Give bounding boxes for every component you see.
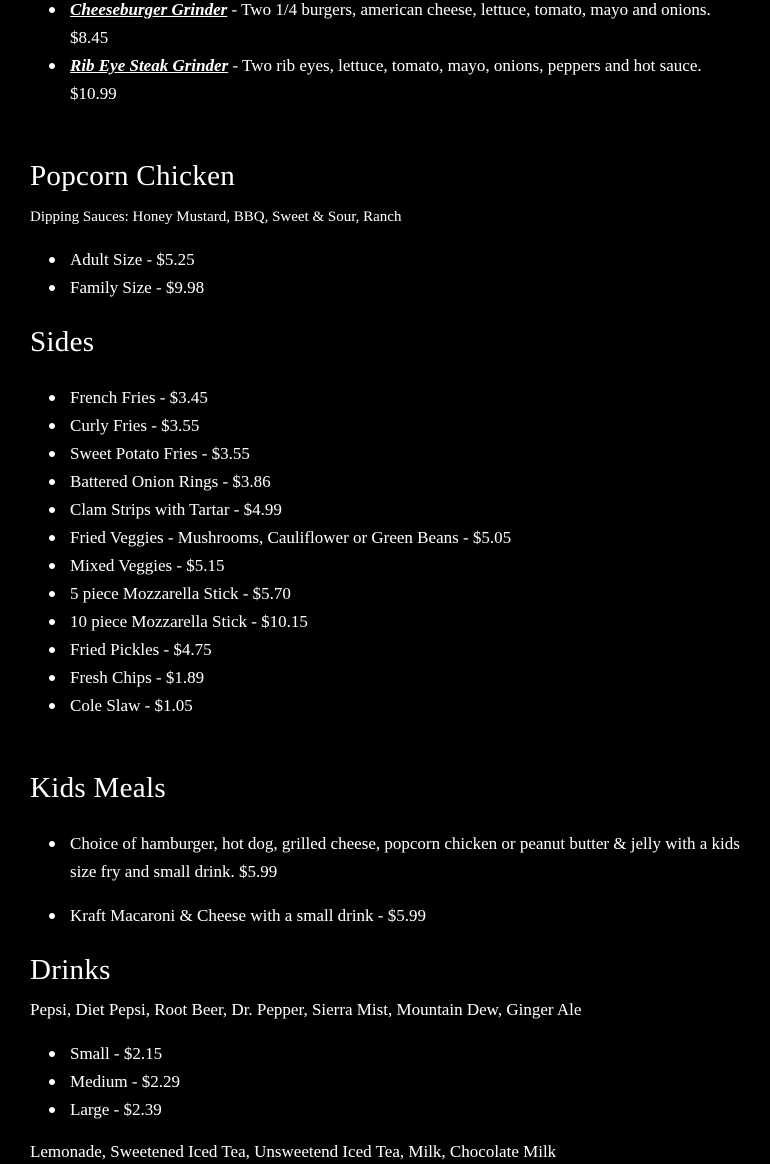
- list-item: Battered Onion Rings - $3.86: [70, 468, 740, 496]
- section-heading-sides: Sides: [30, 326, 95, 358]
- list-item: [70, 0, 740, 52]
- kids-meals-list: [0, 830, 740, 886]
- list-item: Medium - $2.29: [70, 1068, 740, 1096]
- list-item: Family Size - $9.98: [70, 274, 740, 302]
- list-item: 10 piece Mozzarella Stick - $10.15: [70, 608, 740, 636]
- list-item: Large - $2.39: [70, 1096, 740, 1124]
- item-description: - Two rib eyes, lettuce, tomato, mayo, onions, peppers and hot sauce. $10.99: [70, 56, 702, 103]
- sodas-note: Pepsi, Diet Pepsi, Root Beer, Dr. Pepper, Sierra Mist, Mountain Dew, Ginger Ale: [30, 1000, 582, 1019]
- popcorn-chicken-list: [0, 246, 740, 302]
- section-heading-popcorn-chicken: Popcorn Chicken: [30, 160, 236, 192]
- list-item: Fresh Chips - $1.89: [70, 664, 740, 692]
- section-heading-kids-meals: Kids Meals: [30, 772, 166, 804]
- list-item: Cole Slaw - $1.05: [70, 692, 740, 720]
- list-item: 5 piece Mozzarella Stick - $5.70: [70, 580, 740, 608]
- list-item: Small - $2.15: [70, 1040, 740, 1068]
- item-name-link[interactable]: Cheeseburger Grinder: [70, 0, 228, 19]
- kids-meals-list-2: [0, 902, 740, 930]
- drinks-list: [0, 1040, 740, 1124]
- sides-list: [0, 384, 740, 720]
- list-item: Kraft Macaroni & Cheese with a small drink - $5.99: [70, 902, 740, 930]
- list-item: Adult Size - $5.25: [70, 246, 740, 274]
- dipping-sauces-note: Dipping Sauces: Honey Mustard, BBQ, Sweet & Sour, Ranch: [30, 209, 402, 225]
- list-item: Fried Pickles - $4.75: [70, 636, 740, 664]
- other-drinks-note: Lemonade, Sweetened Iced Tea, Unsweetend Iced Tea, Milk, Chocolate Milk: [30, 1142, 557, 1161]
- list-item: [70, 52, 740, 108]
- list-item: French Fries - $3.45: [70, 384, 740, 412]
- list-item: Curly Fries - $3.55: [70, 412, 740, 440]
- grinders-list: [0, 0, 740, 108]
- list-item: Sweet Potato Fries - $3.55: [70, 440, 740, 468]
- item-name-link[interactable]: Rib Eye Steak Grinder: [70, 56, 229, 75]
- section-heading-drinks: Drinks: [30, 954, 111, 986]
- list-item: Clam Strips with Tartar - $4.99: [70, 496, 740, 524]
- list-item: Fried Veggies - Mushrooms, Cauliflower or Green Beans - $5.05: [70, 524, 740, 552]
- list-item: Choice of hamburger, hot dog, grilled cheese, popcorn chicken or peanut butter & jelly with a kids size fry and small drink. $5.99: [70, 830, 740, 886]
- list-item: Mixed Veggies - $5.15: [70, 552, 740, 580]
- item-description: - Two 1/4 burgers, american cheese, lettuce, tomato, mayo and onions. $8.45: [70, 0, 711, 47]
